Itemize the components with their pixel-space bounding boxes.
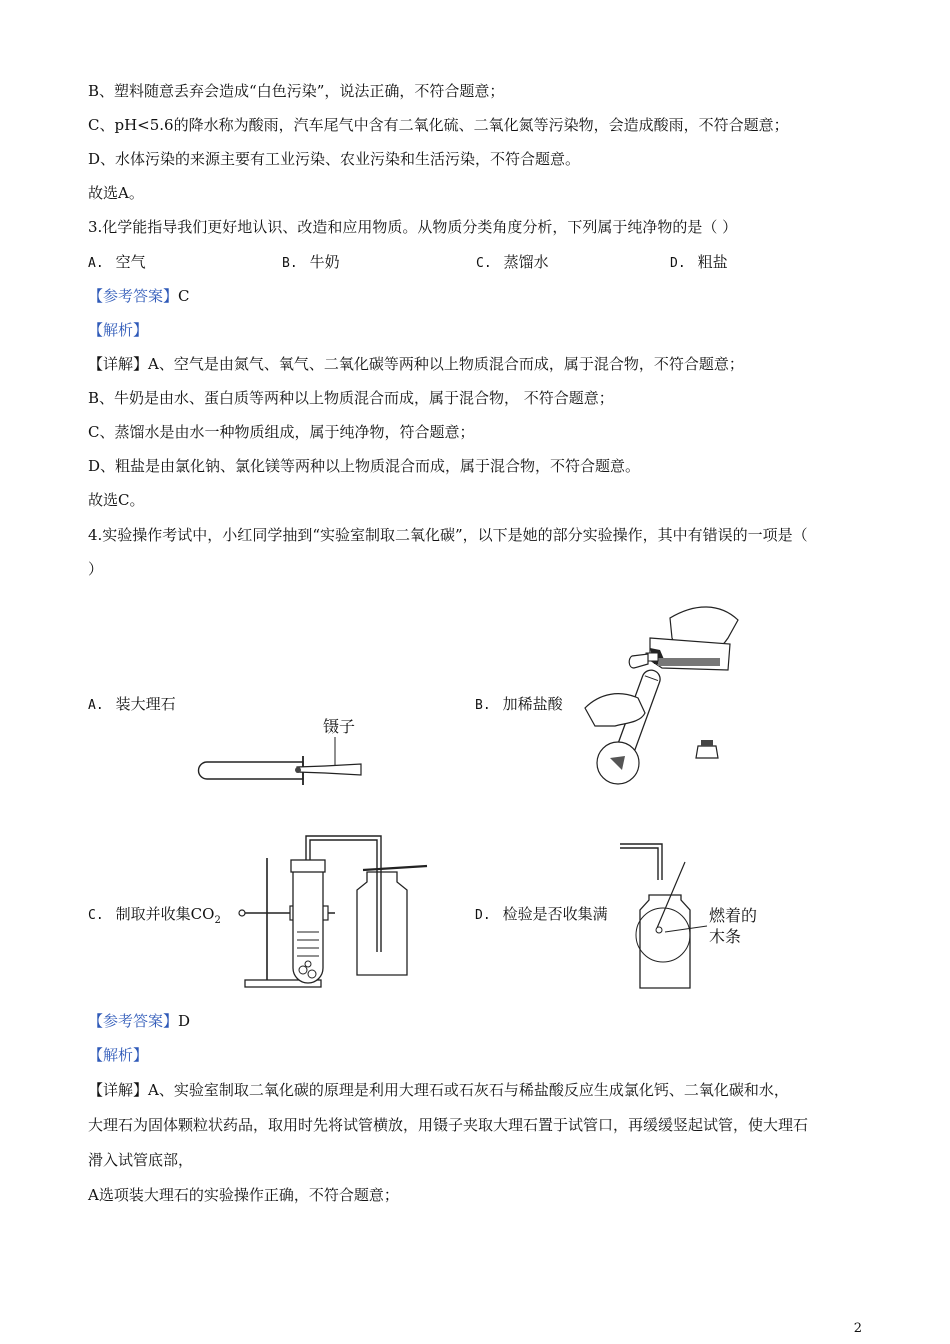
prev-analysis-d: D、水体污染的来源主要有工业污染、农业污染和生活污染，不符合题意。 — [88, 150, 581, 168]
fig-b-pour-acid — [570, 598, 750, 788]
q4-option-c[interactable]: C. 制取并收集$CO_2$ — [88, 905, 221, 926]
q3-option-c[interactable]: C. 蒸馏水 — [476, 253, 549, 271]
fig-d-label-line-2: 木条 — [709, 927, 742, 946]
q3-conclusion: 故选C。 — [88, 491, 145, 509]
q3-options — [88, 251, 868, 273]
q3-answer — [88, 285, 190, 307]
q4-detail-a-line-3: 滑入试管底部， — [88, 1151, 194, 1169]
q4-stem-line-2: ） — [88, 560, 104, 578]
fig-d-label-line-1: 燃着的 — [709, 906, 758, 925]
q4-detail-a-line-1: 【详解】A、实验室制取二氧化碳的原理是利用大理石或石灰石与稀盐酸反应生成氯化钙、二氧化碳和水， — [88, 1081, 789, 1099]
q3-option-b[interactable]: B. 牛奶 — [282, 253, 340, 271]
fig-c-generate-collect — [235, 830, 435, 995]
q4-option-d[interactable]: D. 检验是否收集满 — [475, 905, 608, 923]
q4-option-a[interactable]: A. 装大理石 — [88, 695, 176, 713]
q4-answer — [88, 1010, 190, 1032]
q3-option-a[interactable]: A. 空气 — [88, 253, 146, 271]
q3-detail-a: 【详解】A、空气是由氮气、氧气、二氧化碳等两种以上物质混合而成，属于混合物，不符合题意； — [88, 355, 744, 373]
prev-analysis-c: C、pH<5.6的降水称为酸雨，汽车尾气中含有二氧化硫、二氧化氮等污染物，会造成酸雨，不符合题意； — [88, 116, 789, 134]
answer-value: C — [178, 287, 190, 305]
page-number: 2 — [853, 1321, 862, 1336]
prev-analysis-b: B、塑料随意丢弃会造成“白色污染”，说法正确，不符合题意； — [88, 82, 505, 100]
answer-value: D — [178, 1012, 191, 1030]
q4-detail-a-line-4: A选项装大理石的实验操作正确，不符合题意； — [88, 1186, 399, 1204]
q4-detail-a-line-2: 大理石为固体颗粒状药品，取用时先将试管横放，用镊子夹取大理石置于试管口，再缓缓竖起试管，使大理石 — [88, 1116, 809, 1134]
fig-a-tweezers-label: 镊子 — [323, 717, 356, 736]
fig-d-check-full — [615, 840, 775, 995]
q4-analysis-label: 【解析】 — [88, 1046, 149, 1064]
q3-option-d[interactable]: D. 粗盐 — [670, 253, 728, 271]
q3-detail-d: D、粗盐是由氯化钠、氯化镁等两种以上物质混合而成，属于混合物，不符合题意。 — [88, 457, 641, 475]
q4-option-b[interactable]: B. 加稀盐酸 — [475, 695, 563, 713]
q4-stem-line-1: 4.实验操作考试中，小红同学抽到“实验室制取二氧化碳”，以下是她的部分实验操作，其中有错误的一项是（ — [88, 526, 808, 544]
q3-stem: 3.化学能指导我们更好地认识、改造和应用物质。从物质分类角度分析，下列属于纯净物的是（ ） — [88, 218, 738, 236]
q3-detail-c: C、蒸馏水是由水一种物质组成，属于纯净物，符合题意； — [88, 423, 475, 441]
answer-label: 【参考答案】 — [88, 287, 179, 305]
fig-a-tube-tweezers — [185, 712, 375, 787]
q3-analysis-label: 【解析】 — [88, 321, 149, 339]
q3-detail-b: B、牛奶是由水、蛋白质等两种以上物质混合而成，属于混合物， 不符合题意； — [88, 389, 614, 407]
prev-conclusion: 故选A。 — [88, 184, 144, 202]
answer-label: 【参考答案】 — [88, 1012, 179, 1030]
